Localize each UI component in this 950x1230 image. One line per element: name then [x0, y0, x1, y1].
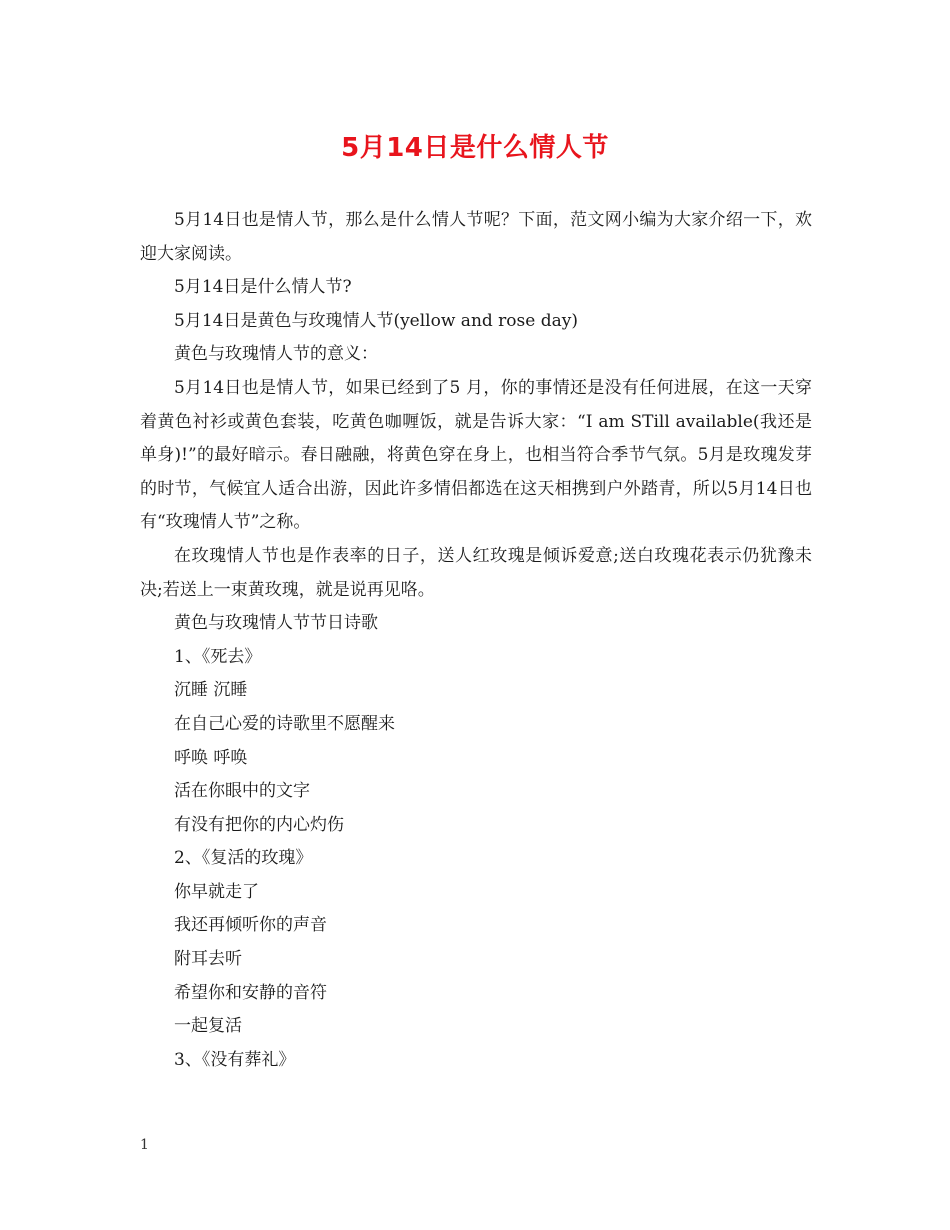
- paragraph: 在玫瑰情人节也是作表率的日子，送人红玫瑰是倾诉爱意;送白玫瑰花表示仍犹豫未决;若送上一束黄玫瑰，就是说再见咯。: [140, 545, 812, 600]
- poem-heading: 2、《复活的玫瑰》: [174, 848, 313, 869]
- paragraph: 5月14日是黄色与玫瑰情人节(yellow and rose day): [174, 310, 578, 331]
- paragraph: 5月14日也是情人节，那么是什么情人节呢？下面，范文网小编为大家介绍一下，欢迎大家阅读。: [140, 210, 812, 264]
- document-title: 5月14日是什么情人节: [341, 133, 609, 163]
- paragraph: 黄色与玫瑰情人节节日诗歌: [174, 613, 378, 634]
- poem-line: 附耳去听: [174, 949, 242, 970]
- poem-line: 你早就走了: [174, 881, 259, 902]
- document-body: [140, 204, 812, 1077]
- poem-line: 沉睡 沉睡: [174, 680, 248, 701]
- poem-line: 在自己心爱的诗歌里不愿醒来: [174, 713, 395, 734]
- poem-line: 一起复活: [174, 1016, 242, 1037]
- paragraph: 黄色与玫瑰情人节的意义：: [174, 344, 378, 365]
- poem-line: 有没有把你的内心灼伤: [174, 814, 344, 835]
- paragraph: 5月14日也是情人节，如果已经到了5 月，你的事情还是没有任何进展，在这一天穿着黄色衬衫或黄色套装，吃黄色咖喱饭，就是告诉大家：“I am STill available(我还是单身)!”的最好暗示。春日融融，将黄色穿在身上，也相当符合季节气氛。5月是玫瑰发芽的时节，气候宜人适合出游，因此许多情侣都选在这天相携到户外踏青，所以5月14日也有“玫瑰情人节”之称。: [140, 377, 812, 533]
- paragraph: 5月14日是什么情人节?: [174, 277, 352, 298]
- poem-line: 我还再倾听你的声音: [174, 915, 327, 936]
- poem-line: 希望你和安静的音符: [174, 982, 327, 1003]
- poem-heading: 3、《没有葬礼》: [174, 1049, 296, 1070]
- page-number: 1: [140, 1137, 149, 1153]
- poem-line: 呼唤 呼唤: [174, 747, 248, 768]
- poem-line: 活在你眼中的文字: [174, 781, 310, 802]
- poem-heading: 1、《死去》: [174, 646, 262, 667]
